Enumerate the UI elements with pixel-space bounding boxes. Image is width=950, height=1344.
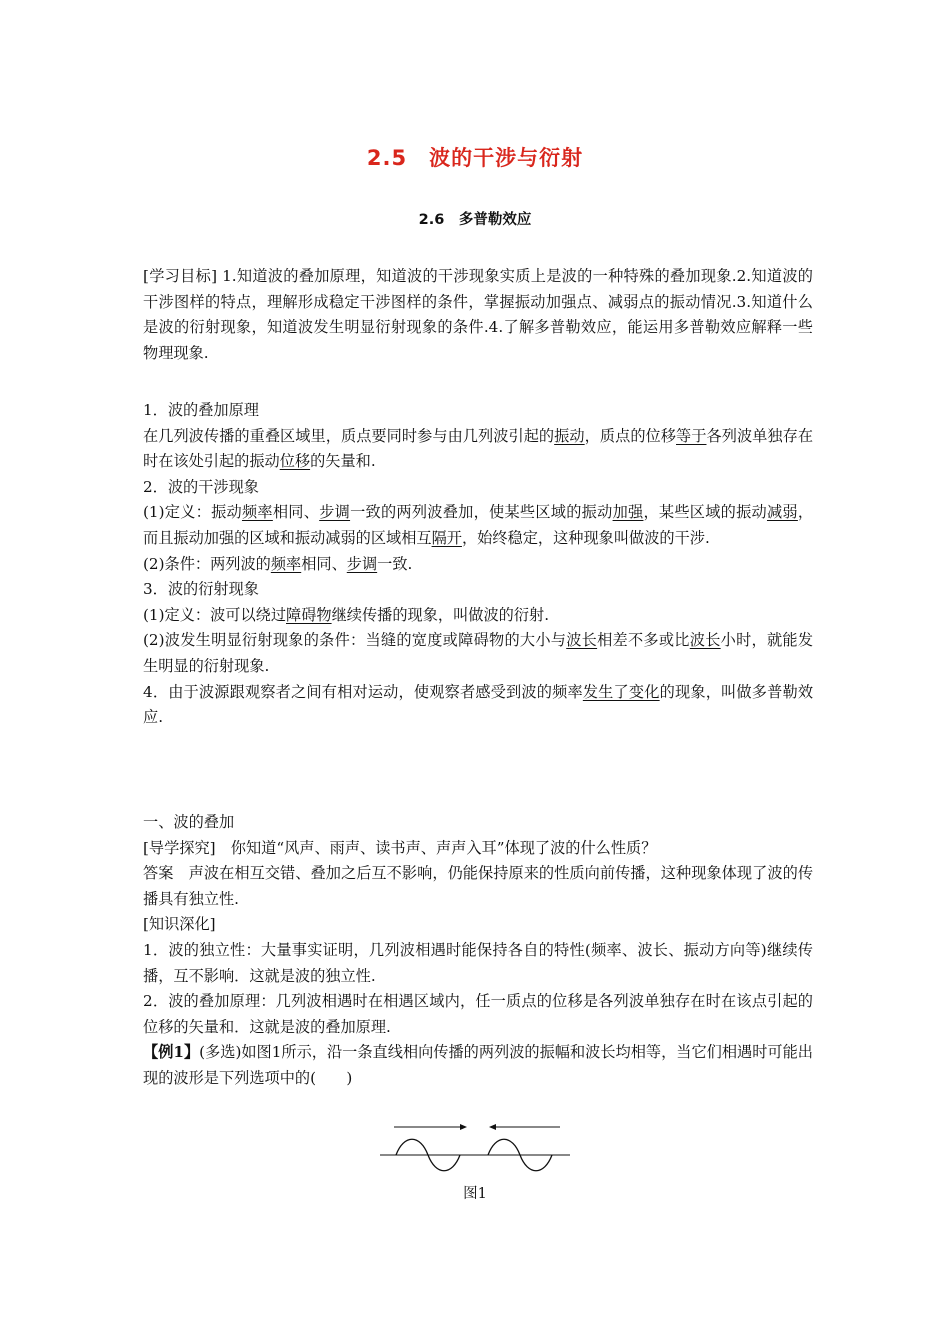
part1-section xyxy=(143,810,813,1092)
deepen-label: [知识深化] xyxy=(143,915,216,934)
point1-text: 1．波的独立性：大量事实证明，几列波相遇时能保持各自的特性(频率、波长、振动方向等)继续传播，互不影响．这就是波的独立性. xyxy=(143,940,813,985)
right-arrow-head xyxy=(460,1124,467,1130)
example1 xyxy=(143,1040,813,1091)
figure-caption: 图1 xyxy=(463,1186,487,1202)
section3-condition: (2)波发生明显衍射现象的条件：当缝的宽度或障碍物的大小与波长相差不多或比波长小时，就能发生明显的衍射现象. xyxy=(143,631,814,675)
part1-heading: 一、波的叠加 xyxy=(143,813,235,831)
page-subtitle: 2.6 多普勒效应 xyxy=(418,212,532,228)
page-title: 2.5 波的干涉与衍射 xyxy=(366,146,584,170)
example-text: (多选)如图1所示，沿一条直线相向传播的两列波的振幅和波长均相等，当它们相遇时可能出现的波形是下列选项中的( ) xyxy=(143,1043,813,1087)
section1-heading: 1．波的叠加原理 xyxy=(143,401,259,419)
objectives-text: [学习目标] 1.知道波的叠加原理，知道波的干涉现象实质上是波的一种特殊的叠加现象.2.知道波的干涉图样的特点，理解形成稳定干涉图样的条件，掌握振动加强点、减弱点的振动情况.3.知道什么是波的衍射现象，知道波发生明显衍射现象的条件.4.了解多普勒效应，能运用多普勒效应解释一些物理现象. xyxy=(143,267,813,362)
wave-figure xyxy=(376,1118,574,1180)
section1-body: 在几列波传播的重叠区域里，质点要同时参与由几列波引起的振动，质点的位移等于各列波单独存在时在该处引起的振动位移的矢量和. xyxy=(143,426,814,471)
section2-heading: 2．波的干涉现象 xyxy=(143,477,259,496)
section2-condition: (2)条件：两列波的频率相同、步调一致. xyxy=(143,554,413,573)
section3-heading: 3．波的衍射现象 xyxy=(143,580,259,599)
section3-definition: (1)定义：波可以绕过障碍物继续传播的现象，叫做波的衍射. xyxy=(143,605,550,624)
section4-body: 4．由于波源跟观察者之间有相对运动，使观察者感受到波的频率发生了变化的现象，叫做多普勒效应. xyxy=(143,682,814,727)
explore-question: [导学探究] 你知道“风声、雨声、读书声、声声入耳”体现了波的什么性质？ xyxy=(143,838,657,857)
learning-objectives xyxy=(143,264,813,366)
example-tag: 【例1】 xyxy=(143,1043,200,1062)
left-arrow-head xyxy=(489,1124,496,1130)
section2-definition: (1)定义：振动频率相同、步调一致的两列波叠加，使某些区域的振动加强，某些区域的振动减弱，而且振动加强的区域和振动减弱的区域相互隔开，始终稳定，这种现象叫做波的干涉. xyxy=(143,503,814,547)
summary-section xyxy=(143,398,813,731)
point2-text: 2．波的叠加原理：几列波相遇时在相遇区域内，任一质点的位移是各列波单独存在时在该点引起的位移的矢量和．这就是波的叠加原理. xyxy=(143,992,813,1036)
answer-text: 答案 声波在相互交错、叠加之后互不影响，仍能保持原来的性质向前传播，这种现象体现了波的传播具有独立性. xyxy=(143,864,813,908)
